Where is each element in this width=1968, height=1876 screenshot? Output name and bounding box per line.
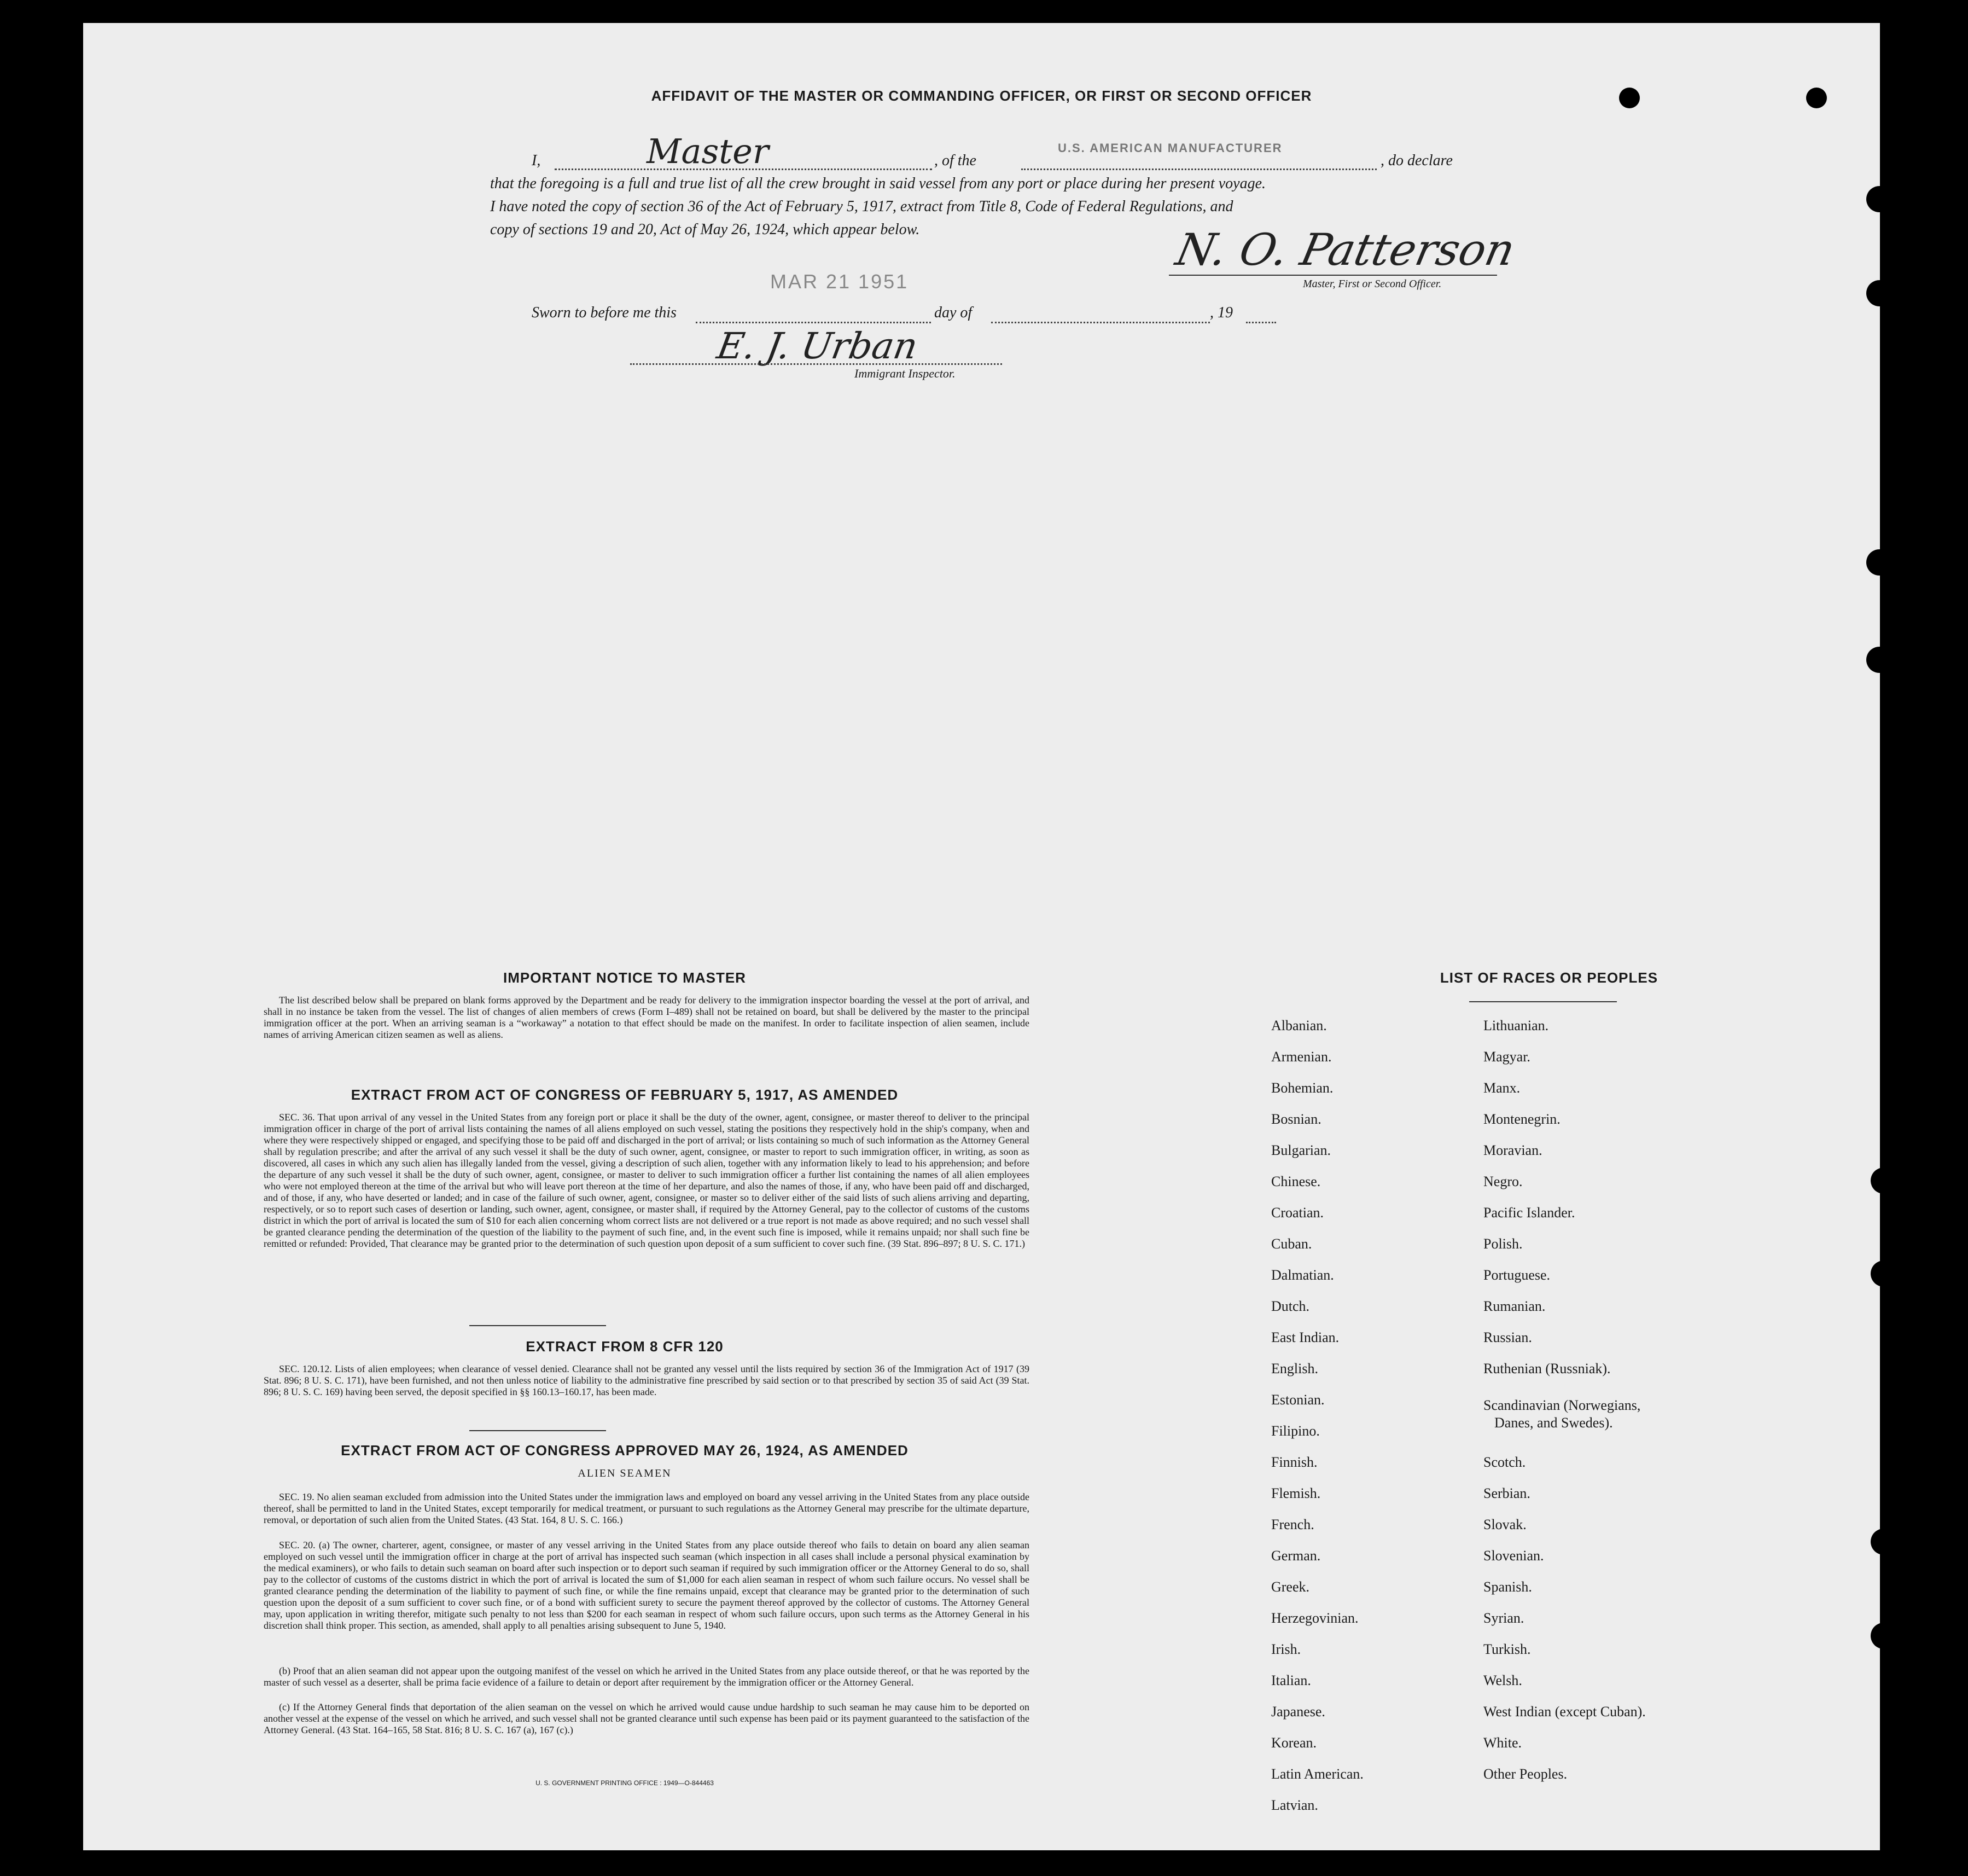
list-item: Flemish. (1271, 1485, 1321, 1501)
list-item: Danes, and Swedes). (1494, 1415, 1613, 1431)
sec-20a-body: SEC. 20. (a) The owner, charterer, agent, consignee, or master of any vessel arriving in the United States from any place outside thereof who fails to detain on board any alien seaman employed on such vessel until the immigration officer in charge at the port of arrival has inspected such seaman (which inspection in all cases shall include a personal physical examination by the medical examiners), or who fails to detain such seaman on board after such inspection or to deport such seaman if required by such immigration officer or the Attorney General to do so, shall pay to the collector of customs of the customs district in which the port of arrival is located the sum of $1,000 for each alien seaman in respect of whom such failure occurs. No vessel shall be granted clearance pending the determination of the liability to payment of such fine, or while the fine remains unpaid, except that clearance may be granted prior to the determination of such question upon the deposit of a sum sufficient to cover such fine, or of a bond with sufficient surety to secure the payment thereof approved by the collector of customs. The Attorney General may, upon application in writing therefor, mitigate such penalty to not less than $200 for each seaman in respect of whom such failure occurs, upon such terms as the Attorney General in his discretion shall think proper. This section, as amended, shall apply to all penalties arising subsequent to June 5, 1940. (264, 1540, 1029, 1631)
list-item: Estonian. (1271, 1392, 1325, 1408)
printer-imprint: U. S. GOVERNMENT PRINTING OFFICE : 1949—O-844463 (535, 1779, 714, 1787)
sworn-year-line (1246, 322, 1276, 323)
list-item: Japanese. (1271, 1704, 1325, 1720)
binder-hole (1866, 549, 1893, 576)
list-item: Albanian. (1271, 1018, 1327, 1033)
list-item: Irish. (1271, 1641, 1301, 1657)
list-item: Serbian. (1483, 1485, 1530, 1501)
extract-1917-title: EXTRACT FROM ACT OF CONGRESS OF FEBRUARY 5, 1917, AS AMENDED (351, 1087, 899, 1103)
list-item: Korean. (1271, 1735, 1317, 1751)
list-item: Other Peoples. (1483, 1766, 1568, 1782)
binder-hole (1871, 1168, 1897, 1194)
extract-1917-body: SEC. 36. That upon arrival of any vessel in the United States from any foreign port or place it shall be the duty of the owner, agent, consignee, or master thereof to deliver to the principal immigration officer in charge of the port of arrival lists containing the names of all aliens employed on such vessel, stating the positions they respectively hold in the ship's company, when and where they were respectively shipped or engaged, and specifying those to be paid off and discharged in the port of arrival; or lists containing so much of such information as the Attorney General shall by regulation prescribe; and after the arrival of any such vessel it shall be the duty of such owner, agent, consignee, or master to report to such immigration officer, in writing, as soon as discovered, all cases in which any such alien has illegally landed from the vessel, giving a description of such alien, together with any information likely to lead to his apprehension; and before the departure of any such vessel it shall be the duty of such owner, agent, consignee, or master to deliver to such immigration officer a further list containing the names of all alien employees who were not employed thereon at the time of the arrival but who will leave port thereon at the time of her departure, and also the names of those, if any, who have been paid off and discharged, and of those, if any, who have deserted or landed; and in case of the failure of such owner, agent, consignee, or master so to deliver either of the said lists of such aliens arriving and departing, respectively, or so to report such cases of desertion or landing, such owner, agent, consignee, or master shall, if required by the Attorney General, pay to the collector of customs of the customs district in which the port of arrival is located the sum of $10 for each alien concerning whom correct lists are not delivered or a true report is not made as above required; and no such vessel shall be granted clearance pending the determination of the question of the liability to the payment of such fine, and, in the event such fine is imposed, while it remains unpaid; nor shall such fine be remitted or refunded: Provided, That clearance may be granted prior to the determination of such question upon deposit of a sum sufficient to cover such fine. (39 Stat. 896–897; 8 U. S. C. 171.) (264, 1112, 1029, 1249)
list-item: Dutch. (1271, 1298, 1310, 1314)
list-item: West Indian (except Cuban). (1483, 1704, 1646, 1720)
races-right-column (1483, 1010, 1646, 1790)
list-item: Welsh. (1483, 1672, 1522, 1688)
list-item: White. (1483, 1735, 1522, 1751)
extract-cfr-title: EXTRACT FROM 8 CFR 120 (526, 1338, 724, 1355)
list-item: Croatian. (1271, 1205, 1324, 1221)
list-item: Magyar. (1483, 1049, 1530, 1065)
sec-20b-body: (b) Proof that an alien seaman did not appear upon the outgoing manifest of the vessel on which he arrived in the United States from any place outside thereof, or that he was reported by the master of such vessel as a deserter, shall be prima facie evidence of a failure to detain or deport after requirement by the immigration officer or the Attorney General. (264, 1665, 1029, 1688)
list-item: Turkish. (1483, 1641, 1531, 1657)
races-divider (1469, 1001, 1617, 1002)
list-item: East Indian. (1271, 1329, 1340, 1345)
affidavit-line-3: I have noted the copy of section 36 of the Act of February 5, 1917, extract from Title 8, Code of Federal Regulations, and (490, 198, 1233, 215)
sworn-day-line (696, 322, 931, 323)
list-item: Syrian. (1483, 1610, 1524, 1626)
divider-1 (469, 1325, 606, 1326)
binder-hole (1871, 1261, 1897, 1287)
notice-title: IMPORTANT NOTICE TO MASTER (503, 969, 746, 986)
inspector-line (630, 363, 1002, 365)
binder-hole (1871, 1529, 1897, 1555)
year-prefix: , 19 (1210, 304, 1233, 321)
binder-hole (1866, 280, 1893, 306)
list-item: Pacific Islander. (1483, 1205, 1575, 1221)
signature-line (1169, 275, 1497, 276)
list-item: Moravian. (1483, 1142, 1542, 1158)
list-item: Spanish. (1483, 1579, 1532, 1595)
races-title: LIST OF RACES OR PEOPLES (1440, 969, 1658, 986)
list-item: Scandinavian (Norwegians, (1483, 1397, 1641, 1413)
list-item: Italian. (1271, 1672, 1311, 1688)
list-item: Slovenian. (1483, 1548, 1544, 1564)
extract-cfr-body: SEC. 120.12. Lists of alien employees; when clearance of vessel denied. Clearance shall not be granted any vessel until the lists required by section 36 of the Immigration Act of 1917 (39 Stat. 896; 8 U. S. C. 171), have been furnished, and not then unless notice of liability to the administrative fine prescribed by said section or to that prescribed by section 35 of said Act (39 Stat. 896; 8 U. S. C. 169) having been served, the deposit specified in §§ 160.13–160.17, has been made. (264, 1363, 1029, 1397)
punch-mark (1619, 88, 1640, 108)
do-declare-label: , do declare (1381, 152, 1453, 169)
list-item: German. (1271, 1548, 1321, 1564)
punch-mark (1806, 88, 1827, 108)
binder-hole (1866, 186, 1893, 212)
list-item: Latvian. (1271, 1797, 1318, 1813)
list-item: Greek. (1271, 1579, 1310, 1595)
handwritten-master: Master (647, 131, 769, 171)
list-item: Herzegovinian. (1271, 1610, 1359, 1626)
list-item: Portuguese. (1483, 1267, 1551, 1283)
sec-19-body: SEC. 19. No alien seaman excluded from admission into the United States under the immigration laws and employed on board any vessel arriving in the United States from any place outside thereof, shall be permitted to land in the United States, except temporarily for medical treatment, or pursuant to such regulations as the Attorney General may prescribe for the ultimate departure, removal, or deportation of such alien from the United States. (43 Stat. 164, 8 U. S. C. 166.) (264, 1491, 1029, 1525)
list-item: Bohemian. (1271, 1080, 1334, 1096)
list-item: Armenian. (1271, 1049, 1332, 1065)
list-item: Scotch. (1483, 1454, 1526, 1470)
divider-2 (469, 1430, 606, 1431)
affidavit-i-label: I, (532, 152, 541, 169)
list-item: Chinese. (1271, 1174, 1321, 1189)
sec-20c-body: (c) If the Attorney General finds that deportation of the alien seaman on the vessel on which he arrived would cause undue hardship to such seaman he may cause him to be deported on another vessel at the expense of the vessel on which he arrived, and such vessel shall not be granted clearance until such expense has been paid or its payment guaranteed to the satisfaction of the Attorney General. (43 Stat. 164–165, 58 Stat. 816; 8 U. S. C. 167 (a), 167 (c).) (264, 1701, 1029, 1735)
binder-hole (1871, 1623, 1897, 1649)
binder-hole (1866, 647, 1893, 673)
notice-body: The list described below shall be prepared on blank forms approved by the Department and be ready for delivery to the immigration inspector boarding the vessel at the port of arrival, and shall in no instance be taken from the vessel. The list of changes of alien members of crews (Form I–489) shall not be retained on board, but shall be delivered by the master to the principal immigration officer at the port. When an arriving seaman is a “workaway” a notation to that effect should be made on the manifest. In order to facilitate inspection of alien seamen, include names of arriving American citizen seamen as well as aliens. (264, 995, 1029, 1040)
document-page (83, 23, 1880, 1850)
extract-1924-subtitle: ALIEN SEAMEN (578, 1467, 672, 1479)
vessel-name-line (1021, 169, 1377, 170)
vessel-name-stamp: U.S. AMERICAN MANUFACTURER (1058, 141, 1283, 155)
extract-1924-title: EXTRACT FROM ACT OF CONGRESS APPROVED MAY 26, 1924, AS AMENDED (341, 1442, 909, 1459)
master-signature: N. O. Patterson (1172, 224, 1519, 275)
list-item: Negro. (1483, 1174, 1523, 1189)
list-item: Finnish. (1271, 1454, 1318, 1470)
list-item: Lithuanian. (1483, 1018, 1549, 1033)
list-item: Polish. (1483, 1236, 1523, 1252)
sworn-month-line (991, 322, 1210, 323)
list-item: Bosnian. (1271, 1111, 1321, 1127)
list-item: Dalmatian. (1271, 1267, 1334, 1283)
list-item: Cuban. (1271, 1236, 1312, 1252)
inspector-caption: Immigrant Inspector. (854, 367, 956, 380)
affidavit-line-4: copy of sections 19 and 20, Act of May 26, 1924, which appear below. (490, 221, 920, 238)
list-item: English. (1271, 1361, 1318, 1376)
list-item: French. (1271, 1517, 1314, 1532)
of-the-label: , of the (934, 152, 976, 169)
list-item: Latin American. (1271, 1766, 1364, 1782)
list-item: Filipino. (1271, 1423, 1320, 1439)
affidavit-title: AFFIDAVIT OF THE MASTER OR COMMANDING OFFICER, OR FIRST OR SECOND OFFICER (651, 88, 1312, 104)
list-item: Montenegrin. (1483, 1111, 1561, 1127)
list-item: Russian. (1483, 1329, 1532, 1345)
signature-caption: Master, First or Second Officer. (1303, 278, 1442, 290)
races-left-column (1271, 1010, 1364, 1821)
list-item: Manx. (1483, 1080, 1521, 1096)
day-of-label: day of (934, 304, 973, 321)
inspector-signature: E. J. Urban (714, 325, 921, 367)
affidavit-line-2: that the foregoing is a full and true list of all the crew brought in said vessel from any port or place during her present voyage. (490, 175, 1266, 192)
sworn-label: Sworn to before me this (532, 304, 677, 321)
date-stamp: MAR 21 1951 (770, 270, 909, 293)
list-item: Bulgarian. (1271, 1142, 1331, 1158)
list-item: Slovak. (1483, 1517, 1527, 1532)
list-item: Ruthenian (Russniak). (1483, 1361, 1611, 1376)
list-item: Rumanian. (1483, 1298, 1546, 1314)
